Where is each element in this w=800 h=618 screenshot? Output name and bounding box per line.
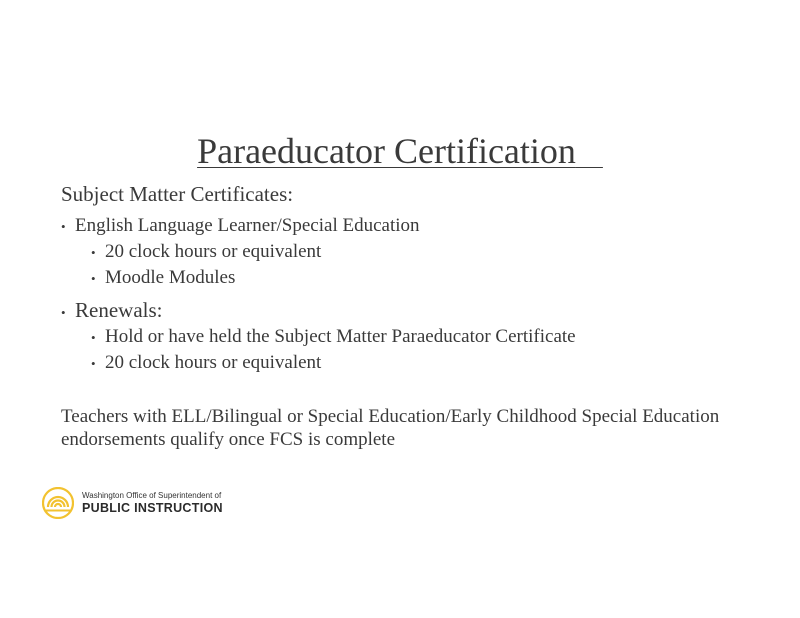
list-item-label: Renewals: [75,298,163,322]
bullet-icon: • [91,271,96,286]
list-subitem [91,350,321,377]
list-item-label: English Language Learner/Special Education [75,215,420,236]
list-subitem-label: Moodle Modules [105,267,236,288]
bullet-icon: • [61,219,66,234]
list-item [61,296,162,327]
slide-title: Paraeducator Certification [197,131,576,171]
list-subitem [91,239,321,266]
logo-title-line: PUBLIC INSTRUCTION [82,500,223,515]
bullet-icon: • [91,330,96,345]
logo-agency-line: Washington Office of Superintendent of [82,490,222,500]
bullet-icon: • [91,356,96,371]
title-underline-trail [576,131,603,171]
bullet-icon: • [91,245,96,260]
list-subitem-label: 20 clock hours or equivalent [105,352,322,373]
bullet-icon: • [61,305,66,320]
list-item [61,213,420,240]
list-subitem [91,324,576,351]
subject-heading: Subject Matter Certificates: [61,182,294,206]
sunrise-logo-icon [42,487,74,519]
endorsement-note: Teachers with ELL/Bilingual or Special Education/Early Childhood Special Education endorsements qualify once FCS is complete [61,406,720,450]
list-subitem-label: 20 clock hours or equivalent [105,241,322,262]
slide-title-container [0,128,800,174]
ospi-logo [42,487,223,519]
list-subitem-label: Hold or have held the Subject Matter Paraeducator Certificate [105,326,576,347]
list-subitem [91,265,235,292]
